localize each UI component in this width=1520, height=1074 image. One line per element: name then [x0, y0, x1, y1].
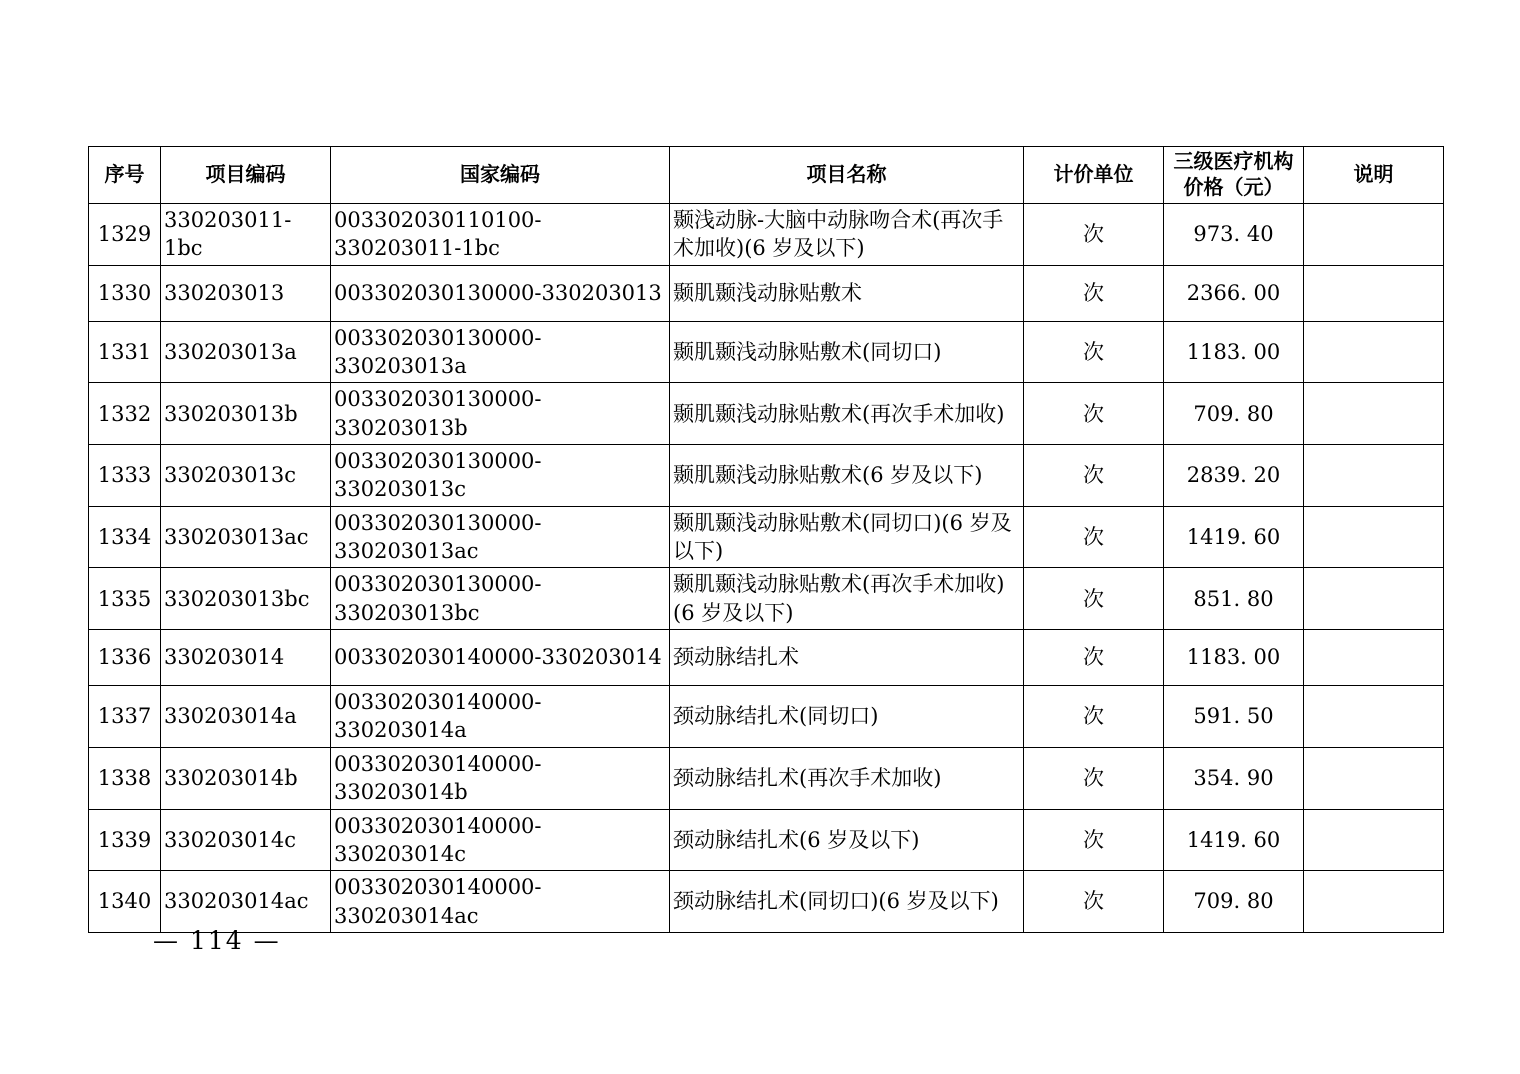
- cell-price: 709. 80: [1164, 383, 1304, 445]
- table-body: [89, 204, 1444, 933]
- table-row: [89, 871, 1444, 933]
- cell-item-name: 颈动脉结扎术(同切口)(6 岁及以下): [670, 871, 1024, 933]
- table-row: [89, 383, 1444, 445]
- cell-unit: 次: [1024, 809, 1164, 871]
- cell-national-code: 003302030140000-330203014b: [331, 747, 670, 809]
- cell-national-code: 003302030140000-330203014ac: [331, 871, 670, 933]
- cell-note: [1304, 265, 1444, 321]
- cell-seq: 1329: [89, 204, 161, 266]
- cell-price: 1419. 60: [1164, 506, 1304, 568]
- cell-price: 1183. 00: [1164, 321, 1304, 383]
- cell-item-name: 颈动脉结扎术(再次手术加收): [670, 747, 1024, 809]
- cell-note: [1304, 809, 1444, 871]
- cell-seq: 1340: [89, 871, 161, 933]
- cell-price: 2366. 00: [1164, 265, 1304, 321]
- cell-national-code: 003302030110100-330203011-1bc: [331, 204, 670, 266]
- cell-item-name: 颞肌颞浅动脉贴敷术(同切口)(6 岁及以下): [670, 506, 1024, 568]
- cell-unit: 次: [1024, 506, 1164, 568]
- cell-unit: 次: [1024, 383, 1164, 445]
- cell-note: [1304, 445, 1444, 507]
- cell-item-name: 颞肌颞浅动脉贴敷术: [670, 265, 1024, 321]
- cell-note: [1304, 747, 1444, 809]
- table-row: [89, 204, 1444, 266]
- cell-item-name: 颞肌颞浅动脉贴敷术(同切口): [670, 321, 1024, 383]
- cell-price: 354. 90: [1164, 747, 1304, 809]
- cell-note: [1304, 383, 1444, 445]
- cell-item-code: 330203014b: [161, 747, 331, 809]
- cell-item-code: 330203013ac: [161, 506, 331, 568]
- table-row: [89, 506, 1444, 568]
- cell-price: 851. 80: [1164, 568, 1304, 630]
- table-row: [89, 445, 1444, 507]
- cell-note: [1304, 321, 1444, 383]
- cell-seq: 1339: [89, 809, 161, 871]
- cell-unit: 次: [1024, 630, 1164, 686]
- cell-item-code: 330203013c: [161, 445, 331, 507]
- cell-unit: 次: [1024, 747, 1164, 809]
- cell-item-name: 颞肌颞浅动脉贴敷术(再次手术加收): [670, 383, 1024, 445]
- cell-unit: 次: [1024, 568, 1164, 630]
- col-header-item-name: 项目名称: [670, 147, 1024, 204]
- cell-item-name: 颞肌颞浅动脉贴敷术(6 岁及以下): [670, 445, 1024, 507]
- cell-price: 1419. 60: [1164, 809, 1304, 871]
- cell-item-name: 颞肌颞浅动脉贴敷术(再次手术加收)(6 岁及以下): [670, 568, 1024, 630]
- cell-seq: 1334: [89, 506, 161, 568]
- col-header-price: 三级医疗机构价格（元）: [1164, 147, 1304, 204]
- cell-unit: 次: [1024, 321, 1164, 383]
- cell-note: [1304, 686, 1444, 748]
- cell-national-code: 003302030140000-330203014c: [331, 809, 670, 871]
- cell-unit: 次: [1024, 204, 1164, 266]
- cell-item-code: 330203013a: [161, 321, 331, 383]
- table-row: [89, 265, 1444, 321]
- col-header-item-code: 项目编码: [161, 147, 331, 204]
- cell-unit: 次: [1024, 445, 1164, 507]
- cell-price: 591. 50: [1164, 686, 1304, 748]
- cell-seq: 1337: [89, 686, 161, 748]
- cell-seq: 1331: [89, 321, 161, 383]
- cell-item-code: 330203013bc: [161, 568, 331, 630]
- cell-national-code: 003302030130000-330203013a: [331, 321, 670, 383]
- cell-price: 709. 80: [1164, 871, 1304, 933]
- cell-note: [1304, 630, 1444, 686]
- cell-seq: 1330: [89, 265, 161, 321]
- cell-national-code: 003302030130000-330203013ac: [331, 506, 670, 568]
- cell-national-code: 003302030130000-330203013: [331, 265, 670, 321]
- col-header-seq: 序号: [89, 147, 161, 204]
- cell-national-code: 003302030140000-330203014a: [331, 686, 670, 748]
- cell-item-code: 330203014ac: [161, 871, 331, 933]
- cell-seq: 1338: [89, 747, 161, 809]
- cell-seq: 1332: [89, 383, 161, 445]
- cell-item-code: 330203013: [161, 265, 331, 321]
- table-header: [89, 147, 1444, 204]
- table-row: [89, 686, 1444, 748]
- table-row: [89, 321, 1444, 383]
- cell-item-name: 颈动脉结扎术: [670, 630, 1024, 686]
- table-header-row: [89, 147, 1444, 204]
- cell-price: 1183. 00: [1164, 630, 1304, 686]
- cell-item-name: 颈动脉结扎术(同切口): [670, 686, 1024, 748]
- cell-national-code: 003302030140000-330203014: [331, 630, 670, 686]
- table-row: [89, 630, 1444, 686]
- cell-price: 973. 40: [1164, 204, 1304, 266]
- table-row: [89, 568, 1444, 630]
- page-number: — 114 —: [153, 926, 281, 955]
- cell-item-name: 颈动脉结扎术(6 岁及以下): [670, 809, 1024, 871]
- cell-note: [1304, 568, 1444, 630]
- cell-note: [1304, 871, 1444, 933]
- table-row: [89, 809, 1444, 871]
- col-header-note: 说明: [1304, 147, 1444, 204]
- cell-item-code: 330203014c: [161, 809, 331, 871]
- cell-unit: 次: [1024, 871, 1164, 933]
- cell-national-code: 003302030130000-330203013bc: [331, 568, 670, 630]
- cell-item-code: 330203014a: [161, 686, 331, 748]
- medical-service-price-table: [88, 146, 1444, 933]
- cell-national-code: 003302030130000-330203013b: [331, 383, 670, 445]
- cell-item-code: 330203014: [161, 630, 331, 686]
- cell-note: [1304, 506, 1444, 568]
- cell-item-code: 330203013b: [161, 383, 331, 445]
- cell-seq: 1336: [89, 630, 161, 686]
- cell-unit: 次: [1024, 686, 1164, 748]
- cell-seq: 1335: [89, 568, 161, 630]
- cell-note: [1304, 204, 1444, 266]
- cell-national-code: 003302030130000-330203013c: [331, 445, 670, 507]
- col-header-national-code: 国家编码: [331, 147, 670, 204]
- table-row: [89, 747, 1444, 809]
- cell-unit: 次: [1024, 265, 1164, 321]
- cell-seq: 1333: [89, 445, 161, 507]
- cell-item-name: 颞浅动脉-大脑中动脉吻合术(再次手术加收)(6 岁及以下): [670, 204, 1024, 266]
- col-header-unit: 计价单位: [1024, 147, 1164, 204]
- cell-price: 2839. 20: [1164, 445, 1304, 507]
- cell-item-code: 330203011-1bc: [161, 204, 331, 266]
